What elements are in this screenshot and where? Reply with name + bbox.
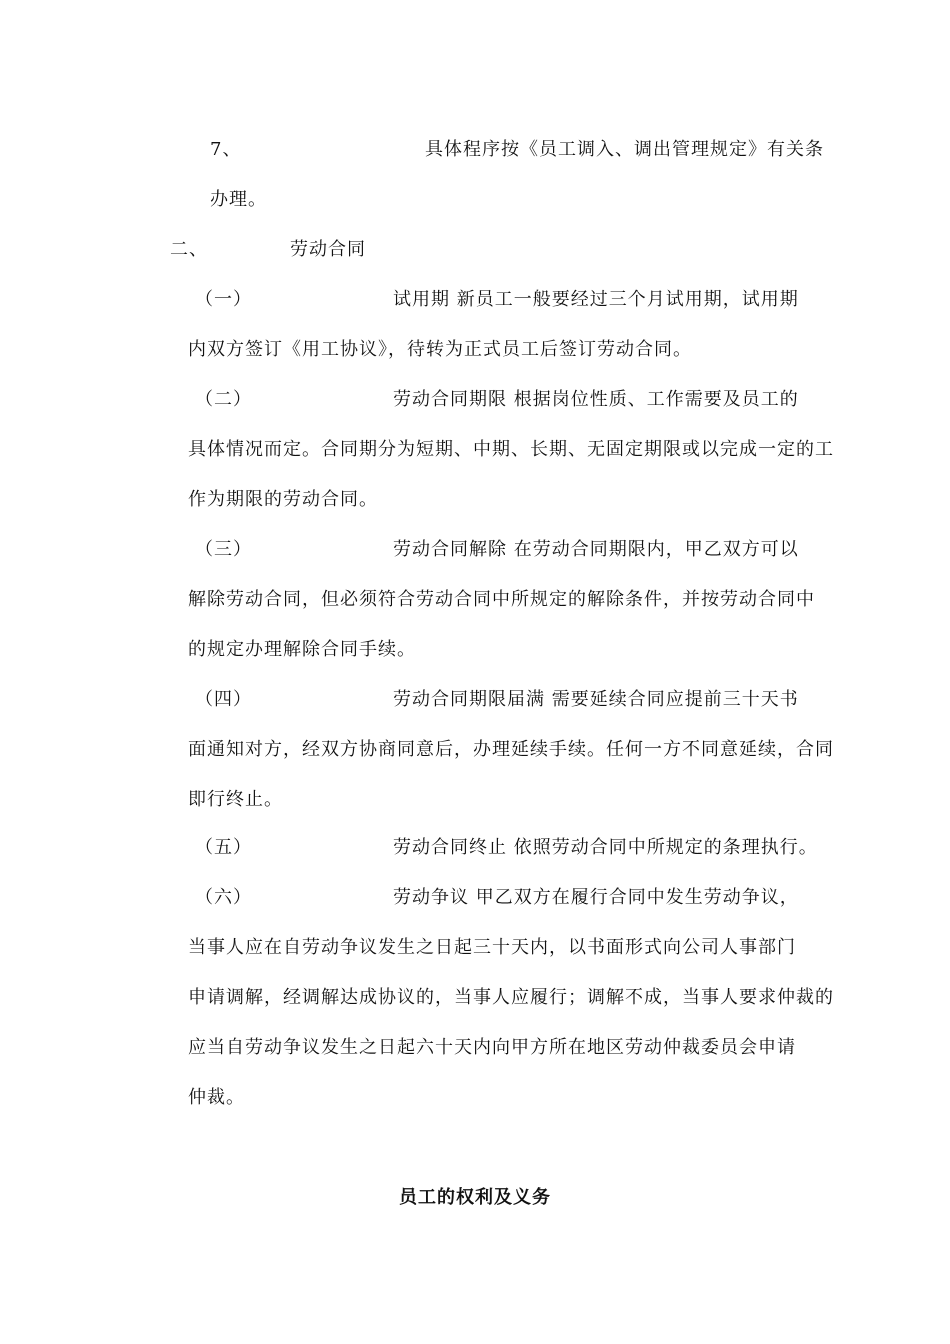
item-2-line-1: 具体情况而定。合同期分为短期、中期、长期、无固定期限或以完成一定的工 <box>188 439 834 460</box>
item-5-marker: （五） <box>195 837 252 858</box>
item-7-marker: 7、 <box>210 139 242 160</box>
item-4-line-1: 面通知对方，经双方协商同意后，办理延续手续。任何一方不同意延续，合同 <box>188 739 834 760</box>
item-6-lead: 劳动争议 甲乙双方在履行合同中发生劳动争议， <box>393 887 799 908</box>
item-2-lead: 劳动合同期限 根据岗位性质、工作需要及员工的 <box>393 389 799 410</box>
item-6-line-2: 申请调解，经调解达成协议的，当事人应履行；调解不成，当事人要求仲裁的 <box>188 987 834 1008</box>
section-heading-employee-rights: 员工的权利及义务 <box>399 1187 551 1208</box>
item-7-text-line-2: 办理。 <box>210 189 267 210</box>
item-3-lead: 劳动合同解除 在劳动合同期限内，甲乙双方可以 <box>393 539 799 560</box>
item-4-line-2: 即行终止。 <box>188 789 283 810</box>
item-4-lead: 劳动合同期限届满 需要延续合同应提前三十天书 <box>393 689 799 710</box>
item-1-marker: （一） <box>195 289 252 310</box>
section-2-title: 劳动合同 <box>290 239 366 260</box>
item-6-line-1: 当事人应在自劳动争议发生之日起三十天内，以书面形式向公司人事部门 <box>188 937 796 958</box>
section-2-marker: 二、 <box>170 239 208 260</box>
item-1-lead: 试用期 新员工一般要经过三个月试用期，试用期 <box>393 289 799 310</box>
item-6-line-3: 应当自劳动争议发生之日起六十天内向甲方所在地区劳动仲裁委员会申请 <box>188 1037 796 1058</box>
item-1-line-1: 内双方签订《用工协议》，待转为正式员工后签订劳动合同。 <box>188 339 692 360</box>
item-5-lead: 劳动合同终止 依照劳动合同中所规定的条理执行。 <box>393 837 818 858</box>
item-6-marker: （六） <box>195 887 252 908</box>
item-3-line-2: 的规定办理解除合同手续。 <box>188 639 416 660</box>
item-7-text-line-1: 具体程序按《员工调入、调出管理规定》有关条 <box>425 139 824 160</box>
item-2-line-2: 作为期限的劳动合同。 <box>188 489 378 510</box>
item-3-line-1: 解除劳动合同，但必须符合劳动合同中所规定的解除条件，并按劳动合同中 <box>188 589 815 610</box>
item-3-marker: （三） <box>195 539 252 560</box>
item-2-marker: （二） <box>195 389 252 410</box>
item-6-line-4: 仲裁。 <box>188 1087 245 1108</box>
item-4-marker: （四） <box>195 689 252 710</box>
